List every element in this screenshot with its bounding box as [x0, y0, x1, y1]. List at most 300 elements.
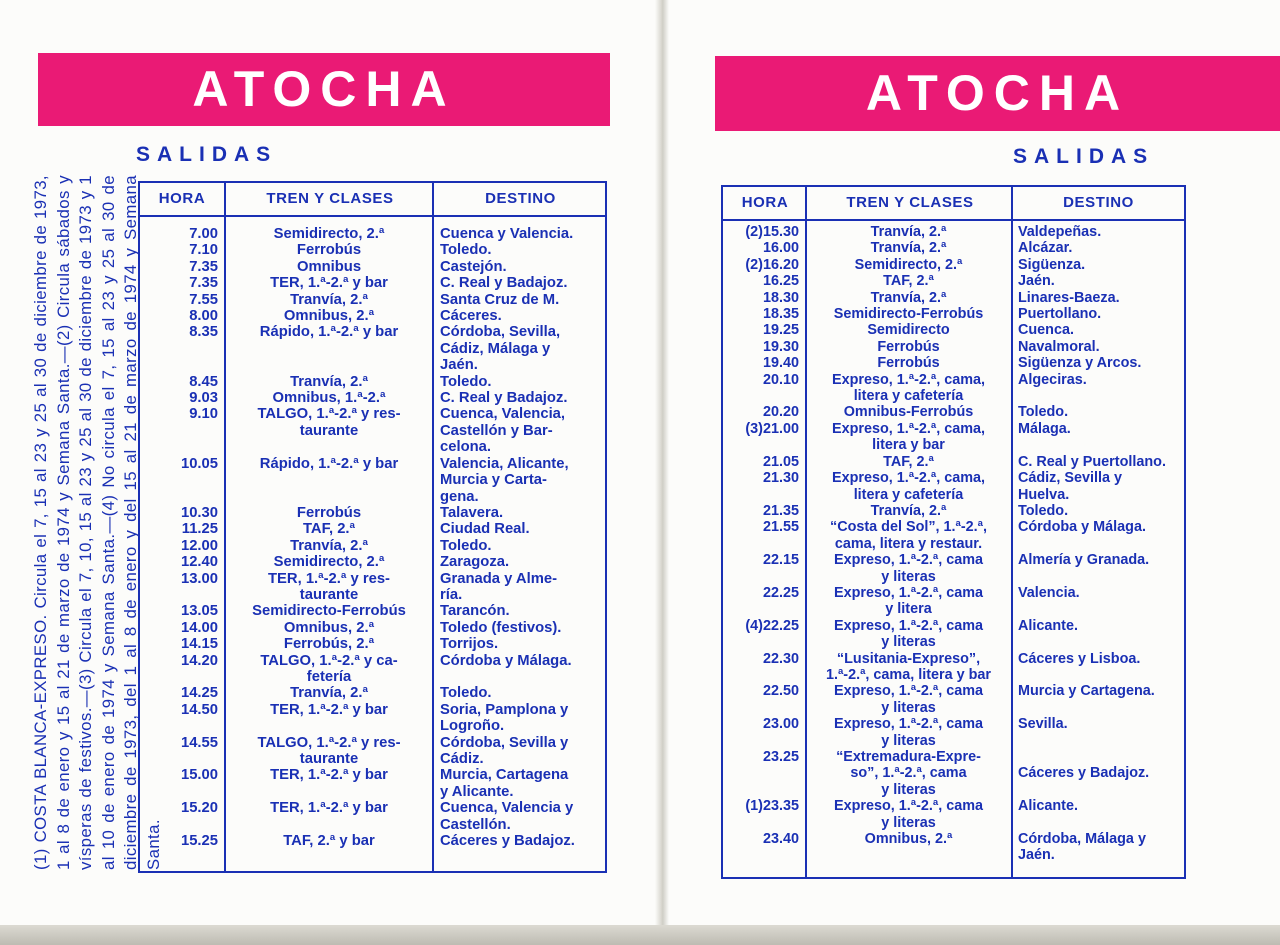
- cell-tren: [805, 503, 1012, 519]
- cell-tren-line: Tranvía, 2.ª: [290, 537, 368, 554]
- cell-destino: [1012, 240, 1184, 256]
- cell-hora: (3)21.00: [745, 420, 799, 437]
- cell-destino-line: Alicante.: [1018, 617, 1078, 634]
- cell-destino: [434, 800, 605, 833]
- cell-destino-line: Sevilla.: [1018, 716, 1068, 733]
- cell-tren: [805, 585, 1012, 618]
- cell-tren-line: litera y bar: [872, 437, 945, 454]
- cell-tren-line: Ferrobús: [296, 242, 362, 259]
- table-row: [140, 538, 605, 554]
- cell-hora: (1)23.35: [745, 798, 799, 815]
- cell-tren-line: Expreso, 1.ª-2.ª, cama,: [831, 371, 986, 388]
- cell-destino-line: Santa Cruz de M.: [440, 291, 560, 308]
- cell-tren: [224, 833, 434, 849]
- cell-tren: [224, 521, 434, 537]
- table-row: [723, 618, 1184, 651]
- cell-tren-line: Ferrobús: [296, 504, 362, 521]
- cell-destino: [434, 833, 605, 849]
- cell-hora: 23.00: [762, 716, 799, 733]
- cell-tren-line: TER, 1.ª-2.ª y bar: [270, 701, 388, 718]
- table-row: [140, 374, 605, 390]
- cell-tren-line: y literas: [881, 568, 936, 585]
- cell-destino-line: Toledo.: [440, 373, 492, 390]
- cell-tren: [224, 800, 434, 833]
- cell-tren-line: Expreso, 1.ª-2.ª, cama: [833, 617, 984, 634]
- header-tren: TREN Y CLASES: [846, 194, 974, 211]
- cell-destino: [434, 702, 605, 735]
- cell-hora: 7.10: [189, 242, 218, 259]
- cell-hora: 7.00: [189, 226, 218, 242]
- cell-tren-line: Expreso, 1.ª-2.ª, cama: [833, 716, 984, 733]
- cell-hora: 15.20: [180, 800, 218, 817]
- cell-destino: [434, 308, 605, 324]
- cell-destino: [434, 456, 605, 505]
- cell-destino-line: Toledo.: [440, 242, 492, 259]
- table-row: [723, 470, 1184, 503]
- cell-tren: [805, 519, 1012, 552]
- table-row: [723, 798, 1184, 831]
- cell-tren-line: Ferrobús: [877, 338, 940, 355]
- cell-tren-line: Omnibus, 2.ª: [283, 308, 375, 325]
- cell-destino: [1012, 355, 1184, 371]
- cell-tren-line: “Lusitania-Expreso”,: [836, 650, 981, 667]
- cell-tren: [805, 798, 1012, 831]
- table-row: [140, 226, 605, 242]
- cell-destino-line: Algeciras.: [1018, 371, 1087, 388]
- cell-destino: [434, 767, 605, 800]
- cell-tren-line: Omnibus, 2.ª: [864, 831, 953, 848]
- cell-destino-line: Jaén.: [440, 357, 478, 374]
- table-row: [723, 749, 1184, 798]
- cell-tren: [224, 292, 434, 308]
- cell-hora: 19.30: [762, 338, 799, 355]
- cell-destino-line: Granada y Alme-: [440, 570, 558, 587]
- header-divider: [723, 219, 1184, 221]
- cell-hora: 22.25: [762, 584, 799, 601]
- cell-tren-line: taurante: [299, 586, 359, 603]
- cell-hora: 14.50: [180, 701, 218, 718]
- cell-tren: [805, 339, 1012, 355]
- table-row: [140, 767, 605, 800]
- cell-hora: 21.30: [762, 470, 799, 487]
- cell-tren: [805, 257, 1012, 273]
- cell-destino: [1012, 519, 1184, 552]
- table-row: [723, 651, 1184, 684]
- cell-destino-line: Murcia, Cartagena: [440, 767, 569, 784]
- cell-destino: [1012, 273, 1184, 289]
- cell-tren-line: so”, 1.ª-2.ª, cama: [850, 765, 967, 782]
- cell-tren-line: Omnibus-Ferrobús: [843, 404, 974, 421]
- page-edge-shadow: [0, 925, 1280, 945]
- table-row: [140, 308, 605, 324]
- cell-hora: 18.30: [762, 289, 799, 306]
- table-row: [140, 275, 605, 291]
- cell-destino-line: Cádiz, Málaga y: [440, 340, 551, 357]
- cell-tren-line: taurante: [299, 751, 359, 767]
- footnotes-vertical: (1) COSTA BLANCA-EXPRESO. Circula el 7, 15 al 23 y 25 al 30 de diciembre de 1973, 1 al 8 de enero y 15 al 21 de marzo de 1974 y Semana Santa.—(2) Circula sábados y vísperas de festivos.—(3) Circula el 7, 10, 15 al 23 y 25 al 30 de diciembre de 1973 y 1 al 10 de enero de 1974 y Semana Santa.—(4) No circula el 7, 15 al 23 y 25 al 30 de diciembre de 1973, del 1 al 8 de enero y del 15 al 21 de marzo de 1974 y Semana Santa.: [31, 175, 163, 870]
- cell-tren: [805, 831, 1012, 864]
- cell-hora: 12.40: [180, 554, 218, 571]
- table-row: [140, 554, 605, 570]
- cell-tren-line: Semidirecto, 2.ª: [273, 554, 385, 571]
- cell-destino-line: Huelva.: [1018, 486, 1070, 503]
- cell-tren: [224, 554, 434, 570]
- cell-tren: [224, 275, 434, 291]
- cell-hora: 20.10: [762, 371, 799, 388]
- cell-tren-line: TALGO, 1.ª-2.ª y res-: [257, 734, 401, 751]
- table-row: [140, 735, 605, 768]
- cell-destino: [1012, 749, 1184, 798]
- cell-destino: [1012, 454, 1184, 470]
- cell-tren: [805, 552, 1012, 585]
- cell-hora: 16.25: [762, 273, 799, 290]
- cell-destino-line: Toledo.: [1018, 502, 1069, 519]
- cell-tren-line: TER, 1.ª-2.ª y bar: [270, 767, 388, 784]
- cell-destino-line: gena.: [440, 488, 479, 505]
- table-row: [140, 324, 605, 373]
- cell-tren: [224, 324, 434, 373]
- cell-tren-line: Omnibus, 2.ª: [283, 619, 375, 636]
- cell-destino-line: Toledo.: [1018, 404, 1069, 421]
- cell-hora: 10.30: [180, 504, 218, 521]
- table-row: [140, 292, 605, 308]
- table-row: [140, 571, 605, 604]
- cell-destino-line: Valencia.: [1018, 584, 1080, 601]
- cell-destino-line: Torrijos.: [440, 636, 499, 653]
- cell-hora: 22.15: [762, 552, 799, 569]
- cell-tren-line: Rápido, 1.ª-2.ª y bar: [259, 455, 399, 472]
- cell-tren: [805, 749, 1012, 798]
- cell-tren-line: Tranvía, 2.ª: [290, 373, 368, 390]
- cell-destino: [434, 226, 605, 242]
- cell-destino-line: Jaén.: [1018, 273, 1055, 290]
- cell-destino: [434, 390, 605, 406]
- cell-destino: [434, 636, 605, 652]
- cell-hora: 15.25: [180, 833, 218, 850]
- table-row: [723, 306, 1184, 322]
- cell-hora: 7.35: [189, 258, 218, 275]
- cell-tren-line: y litera: [885, 601, 932, 618]
- table-row: [140, 620, 605, 636]
- table-row: [723, 716, 1184, 749]
- cell-destino-line: Murcia y Cartagena.: [1018, 683, 1155, 700]
- table-row: [723, 372, 1184, 405]
- cell-tren-line: y literas: [881, 732, 936, 749]
- timetable-rows: [140, 226, 605, 849]
- cell-hora: 21.35: [762, 502, 799, 519]
- cell-destino-line: y Alicante.: [440, 783, 514, 800]
- cell-tren: [224, 406, 434, 455]
- table-row: [140, 259, 605, 275]
- cell-hora: 14.55: [180, 734, 218, 751]
- cell-tren-line: Tranvía, 2.ª: [290, 291, 368, 308]
- cell-destino: [434, 653, 605, 686]
- cell-tren-line: Semidirecto: [867, 322, 950, 339]
- cell-hora: 11.25: [181, 521, 218, 538]
- table-row: [140, 603, 605, 619]
- cell-hora: 14.20: [180, 652, 218, 669]
- cell-tren: [224, 226, 434, 242]
- cell-destino: [1012, 831, 1184, 864]
- cell-hora: 22.50: [762, 683, 799, 700]
- cell-hora: 8.45: [189, 373, 218, 390]
- cell-tren-line: “Costa del Sol”, 1.ª-2.ª,: [830, 519, 987, 536]
- cell-destino: [434, 554, 605, 570]
- cell-tren-line: litera y cafetería: [853, 388, 964, 405]
- cell-tren: [805, 240, 1012, 256]
- cell-destino: [1012, 470, 1184, 503]
- cell-hora: 7.35: [189, 275, 218, 292]
- cell-tren: [224, 538, 434, 554]
- cell-hora: 9.10: [189, 406, 218, 423]
- cell-tren-line: y literas: [881, 781, 936, 798]
- cell-tren: [805, 683, 1012, 716]
- cell-destino-line: ría.: [440, 586, 463, 603]
- cell-destino: [434, 275, 605, 291]
- cell-destino-line: Sigüenza y Arcos.: [1018, 355, 1142, 372]
- cell-hora: 14.00: [180, 619, 218, 636]
- header-tren: TREN Y CLASES: [266, 190, 394, 207]
- cell-hora: 21.55: [762, 519, 799, 536]
- cell-hora: 22.30: [762, 650, 799, 667]
- cell-destino: [1012, 372, 1184, 405]
- cell-tren-line: TALGO, 1.ª-2.ª y ca-: [260, 652, 398, 669]
- cell-destino: [1012, 503, 1184, 519]
- cell-destino-line: Ciudad Real.: [440, 521, 530, 538]
- cell-tren: [805, 651, 1012, 684]
- cell-tren: [224, 374, 434, 390]
- cell-hora: 19.40: [762, 355, 799, 372]
- cell-tren: [805, 306, 1012, 322]
- timetable-rows: [723, 224, 1184, 864]
- table-row: [723, 421, 1184, 454]
- cell-destino: [434, 685, 605, 701]
- cell-tren-line: y literas: [881, 634, 936, 651]
- cell-tren: [805, 618, 1012, 651]
- table-row: [723, 831, 1184, 864]
- cell-hora: 10.05: [180, 455, 218, 472]
- cell-hora: 18.35: [762, 306, 799, 323]
- cell-destino-line: Cuenca.: [1018, 322, 1074, 339]
- cell-hora: 12.00: [180, 537, 218, 554]
- cell-tren: [805, 716, 1012, 749]
- cell-destino: [1012, 421, 1184, 454]
- cell-tren-line: TAF, 2.ª y bar: [283, 833, 375, 850]
- table-row: [140, 653, 605, 686]
- table-row: [723, 240, 1184, 256]
- cell-destino-line: C. Real y Puertollano.: [1018, 453, 1166, 470]
- cell-hora: 16.00: [762, 240, 799, 257]
- table-row: [723, 322, 1184, 338]
- cell-destino-line: Almería y Granada.: [1018, 552, 1150, 569]
- cell-tren-line: TER, 1.ª-2.ª y res-: [268, 570, 390, 587]
- cell-tren-line: Omnibus, 1.ª-2.ª: [272, 390, 386, 407]
- cell-destino-line: Córdoba, Sevilla y: [440, 734, 569, 751]
- cell-tren-line: Tranvía, 2.ª: [870, 224, 947, 240]
- book-gutter: [655, 0, 669, 935]
- cell-hora: 23.40: [762, 831, 799, 848]
- cell-tren: [224, 308, 434, 324]
- cell-destino: [434, 571, 605, 604]
- cell-destino: [1012, 322, 1184, 338]
- cell-destino-line: [1018, 749, 1178, 765]
- cell-tren-line: y literas: [881, 699, 936, 716]
- cell-tren: [805, 470, 1012, 503]
- cell-destino-line: Zaragoza.: [440, 554, 510, 571]
- cell-tren: [805, 322, 1012, 338]
- cell-tren: [224, 735, 434, 768]
- table-row: [723, 257, 1184, 273]
- table-row: [140, 505, 605, 521]
- cell-tren: [224, 620, 434, 636]
- table-row: [723, 355, 1184, 371]
- table-row: [140, 636, 605, 652]
- cell-destino-line: Linares-Baeza.: [1018, 289, 1120, 306]
- header-destino: DESTINO: [485, 190, 556, 207]
- table-row: [723, 503, 1184, 519]
- cell-hora: 13.05: [180, 603, 218, 620]
- cell-destino-line: Toledo.: [440, 537, 492, 554]
- cell-destino: [1012, 404, 1184, 420]
- cell-destino-line: Córdoba y Málaga.: [440, 652, 572, 669]
- cell-tren-line: Semidirecto, 2.ª: [854, 256, 963, 273]
- cell-destino-line: Navalmoral.: [1018, 338, 1100, 355]
- cell-tren: [805, 421, 1012, 454]
- cell-destino-line: Castellón.: [440, 816, 511, 833]
- cell-destino-line: Toledo (festivos).: [440, 619, 562, 636]
- cell-destino-line: Murcia y Carta-: [440, 472, 547, 489]
- table-row: [140, 521, 605, 537]
- cell-hora: 14.25: [180, 685, 218, 702]
- cell-tren: [224, 653, 434, 686]
- cell-destino-line: Logroño.: [440, 718, 505, 735]
- cell-tren-line: TER, 1.ª-2.ª y bar: [270, 275, 388, 292]
- cell-hora: 13.00: [180, 570, 218, 587]
- cell-destino: [434, 324, 605, 373]
- cell-hora: (2)16.20: [745, 256, 799, 273]
- cell-tren-line: litera y cafetería: [853, 486, 964, 503]
- cell-tren-line: Tranvía, 2.ª: [870, 502, 947, 519]
- cell-hora: (4)22.25: [745, 617, 799, 634]
- cell-tren: [224, 702, 434, 735]
- table-row: [723, 519, 1184, 552]
- cell-destino: [1012, 339, 1184, 355]
- cell-tren: [805, 404, 1012, 420]
- cell-hora: 7.55: [189, 291, 218, 308]
- cell-destino-line: Valencia, Alicante,: [440, 455, 569, 472]
- cell-destino: [434, 538, 605, 554]
- table-row: [723, 454, 1184, 470]
- cell-tren: [805, 355, 1012, 371]
- section-heading-left: SALIDAS: [136, 143, 278, 166]
- cell-destino: [1012, 716, 1184, 749]
- section-heading-right: SALIDAS: [1013, 145, 1155, 168]
- cell-tren-line: Tranvía, 2.ª: [290, 685, 368, 702]
- cell-tren: [805, 454, 1012, 470]
- cell-tren: [224, 685, 434, 701]
- cell-destino: [1012, 306, 1184, 322]
- table-row: [140, 406, 605, 455]
- cell-tren-line: TALGO, 1.ª-2.ª y res-: [257, 406, 401, 423]
- cell-destino: [434, 735, 605, 768]
- cell-destino: [434, 406, 605, 455]
- cell-destino: [434, 259, 605, 275]
- cell-destino-line: Sigüenza.: [1018, 256, 1086, 273]
- table-row: [723, 552, 1184, 585]
- cell-tren: [805, 372, 1012, 405]
- timetable-right: [721, 185, 1186, 879]
- cell-destino-line: Alcázar.: [1018, 240, 1073, 257]
- cell-destino: [434, 374, 605, 390]
- cell-destino-line: Castejón.: [440, 258, 507, 275]
- table-row: [140, 685, 605, 701]
- cell-destino-line: Puertollano.: [1018, 306, 1102, 323]
- header-hora: HORA: [741, 194, 789, 211]
- cell-hora: 8.35: [189, 324, 218, 341]
- cell-destino: [1012, 552, 1184, 585]
- cell-destino-line: Alicante.: [1018, 798, 1078, 815]
- cell-tren: [805, 224, 1012, 240]
- cell-hora: 8.00: [189, 308, 218, 325]
- cell-destino-line: Cáceres y Badajoz.: [1018, 765, 1150, 782]
- cell-tren: [224, 603, 434, 619]
- cell-tren-line: 1.ª-2.ª, cama, litera y bar: [825, 666, 992, 683]
- header-hora: HORA: [158, 190, 206, 207]
- cell-destino: [434, 505, 605, 521]
- cell-destino-line: Cáceres.: [440, 308, 502, 325]
- cell-tren-line: Expreso, 1.ª-2.ª, cama: [833, 552, 984, 569]
- cell-destino-line: Cádiz, Sevilla y: [1018, 470, 1122, 487]
- cell-tren-line: TAF, 2.ª: [302, 521, 356, 538]
- cell-tren-line: Semidirecto-Ferrobús: [833, 306, 984, 323]
- table-row: [140, 702, 605, 735]
- cell-hora: 19.25: [762, 322, 799, 339]
- cell-tren-line: Semidirecto, 2.ª: [273, 226, 385, 242]
- cell-tren-line: Expreso, 1.ª-2.ª, cama,: [831, 470, 986, 487]
- table-row: [723, 585, 1184, 618]
- cell-tren: [224, 242, 434, 258]
- table-row: [723, 683, 1184, 716]
- cell-destino: [1012, 224, 1184, 240]
- cell-destino: [434, 242, 605, 258]
- cell-hora: 23.25: [762, 749, 799, 765]
- cell-tren-line: Expreso, 1.ª-2.ª, cama: [833, 798, 984, 815]
- cell-destino: [434, 603, 605, 619]
- table-row: [723, 224, 1184, 240]
- cell-destino-line: Cuenca y Valencia.: [440, 226, 574, 242]
- table-row: [723, 273, 1184, 289]
- cell-tren: [224, 505, 434, 521]
- cell-tren-line: Tranvía, 2.ª: [870, 240, 947, 257]
- cell-tren-line: TAF, 2.ª: [883, 273, 934, 290]
- cell-destino: [434, 620, 605, 636]
- cell-tren-line: taurante: [299, 422, 359, 439]
- cell-hora: 14.15: [180, 636, 218, 653]
- header-divider: [140, 215, 605, 217]
- cell-destino-line: Córdoba, Sevilla,: [440, 324, 561, 341]
- cell-destino-line: Castellón y Bar-: [440, 422, 553, 439]
- cell-destino: [1012, 798, 1184, 831]
- cell-destino: [434, 521, 605, 537]
- table-row: [140, 390, 605, 406]
- cell-tren-line: Tranvía, 2.ª: [870, 289, 947, 306]
- table-row: [140, 800, 605, 833]
- cell-destino-line: C. Real y Badajoz.: [440, 390, 568, 407]
- table-row: [723, 339, 1184, 355]
- cell-destino-line: C. Real y Badajoz.: [440, 275, 568, 292]
- station-banner-left: ATOCHA: [38, 53, 610, 126]
- cell-hora: 20.20: [762, 404, 799, 421]
